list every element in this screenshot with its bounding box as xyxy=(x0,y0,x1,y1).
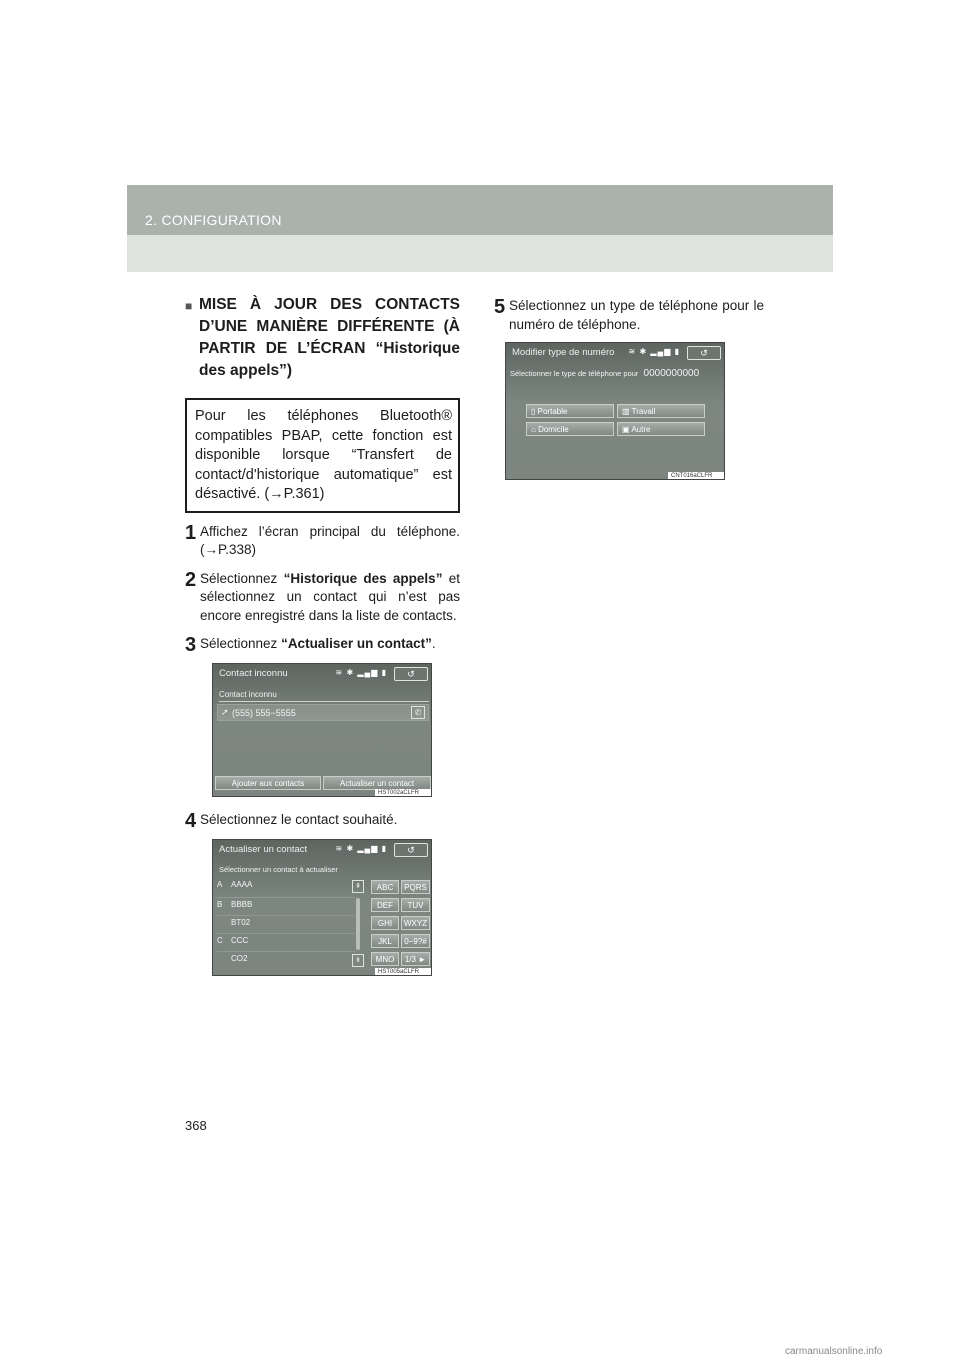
note-box: Pour les téléphones Bluetooth® compatibles PBAP, cette fonction est disponible lorsque “Transfert de contact/d'historique automatique” est désactivé. (→P.361) xyxy=(185,398,460,513)
type-autre-button[interactable]: ▣ Autre xyxy=(617,422,705,436)
screen-title: Modifier type de numéro xyxy=(512,347,615,358)
key-ghi[interactable]: GHI xyxy=(371,916,399,930)
key-def[interactable]: DEF xyxy=(371,898,399,912)
step-4: 4 Sélectionnez le contact souhaité. xyxy=(185,810,398,832)
scroll-up-button[interactable]: ⇞ xyxy=(352,880,364,893)
watermark: carmanualsonline.info xyxy=(785,1346,883,1357)
contact-name: Contact inconnu xyxy=(219,690,429,702)
left-column xyxy=(185,294,460,976)
page-number: 368 xyxy=(185,1118,207,1133)
status-icons: ≋ ✱ ▂▄▆ ▮ xyxy=(335,668,387,677)
key-digits[interactable]: 0−9?# xyxy=(401,934,430,948)
section-title: ■ MISE À JOUR DES CONTACTS D’UNE MANIÈRE DIFFÉRENTE (À PARTIR DE L’ÉCRAN “Historique des appels”) xyxy=(185,294,460,382)
key-mno[interactable]: MNO xyxy=(371,952,399,966)
key-abc[interactable]: ABC xyxy=(371,880,399,894)
contact-number: (555) 555−5555 xyxy=(232,708,296,718)
phone-forward-icon: ➚ xyxy=(221,707,229,717)
step-3: 3 Sélectionnez “Actualiser un contact”. xyxy=(185,634,436,656)
list-item[interactable]: CO2 xyxy=(231,954,248,963)
list-item[interactable]: B BBBB xyxy=(217,898,355,916)
figure-code: HST005aCLFR xyxy=(375,968,431,976)
call-icon[interactable]: ✆ xyxy=(411,706,425,719)
header-subband xyxy=(127,235,833,272)
screenshot-contact-inconnu xyxy=(212,663,432,797)
screen-title: Actualiser un contact xyxy=(219,844,308,855)
status-icons: ≋ ✱ ▂▄▆ ▮ xyxy=(628,347,680,356)
key-tuv[interactable]: TUV xyxy=(401,898,430,912)
type-portable-button[interactable]: ▯ Portable xyxy=(526,404,614,418)
phone-number: 0000000000 xyxy=(643,368,700,379)
key-jkl[interactable]: JKL xyxy=(371,934,399,948)
list-item[interactable]: BT02 xyxy=(217,916,355,934)
add-to-contacts-button[interactable]: Ajouter aux contacts xyxy=(215,776,321,790)
update-contact-button[interactable]: Actualiser un contact xyxy=(323,776,431,790)
step-2: 2 Sélectionnez “Historique des appels” et sélectionnez un contact qui n’est pas encore enregistré dans la liste de contacts. xyxy=(185,568,460,623)
screen-title: Contact inconnu xyxy=(219,668,288,679)
type-domicile-button[interactable]: ⌂ Domicile xyxy=(526,422,614,436)
status-icons: ≋ ✱ ▂▄▆ ▮ xyxy=(335,844,387,853)
key-pqrs[interactable]: PQRS xyxy=(401,880,430,894)
other-phone-icon: ▣ xyxy=(622,425,630,434)
figure-code: CNT016aCLFR xyxy=(668,472,724,480)
back-icon[interactable]: ↺ xyxy=(394,843,428,857)
right-column xyxy=(494,297,764,480)
key-wxyz[interactable]: WXYZ xyxy=(401,916,430,930)
back-icon[interactable]: ↺ xyxy=(687,346,721,360)
contact-number-row[interactable] xyxy=(217,704,429,721)
chapter-title: 2. CONFIGURATION xyxy=(145,212,282,228)
page-indicator-button[interactable]: 1/3 ► xyxy=(401,952,430,966)
building-icon: ▥ xyxy=(622,407,630,416)
home-icon: ⌂ xyxy=(531,425,536,434)
screenshot-modifier-type-numero xyxy=(505,342,725,480)
square-bullet-icon xyxy=(185,294,199,382)
step-5: 5 Sélectionnez un type de téléphone pour le numéro de téléphone. xyxy=(494,296,764,332)
back-icon[interactable]: ↺ xyxy=(394,667,428,681)
screenshot-actualiser-contact xyxy=(212,839,432,976)
screen-subtitle: Sélectionner le type de téléphone pour 0000000000 xyxy=(510,368,700,379)
mobile-icon: ▯ xyxy=(531,407,536,416)
list-item[interactable]: A AAAA xyxy=(217,880,355,898)
step-1: 1 Affichez l’écran principal du téléphone. (→P.338) xyxy=(185,521,460,557)
scroll-down-button[interactable]: ⇟ xyxy=(352,954,364,967)
contact-list xyxy=(217,880,355,970)
figure-code: HST002aCLFR xyxy=(375,789,431,797)
type-travail-button[interactable]: ▥ Travail xyxy=(617,404,705,418)
list-item[interactable]: C CCC xyxy=(217,934,355,952)
scrollbar-track[interactable] xyxy=(356,898,360,950)
screen-subtitle: Sélectionner un contact à actualiser xyxy=(219,865,338,874)
